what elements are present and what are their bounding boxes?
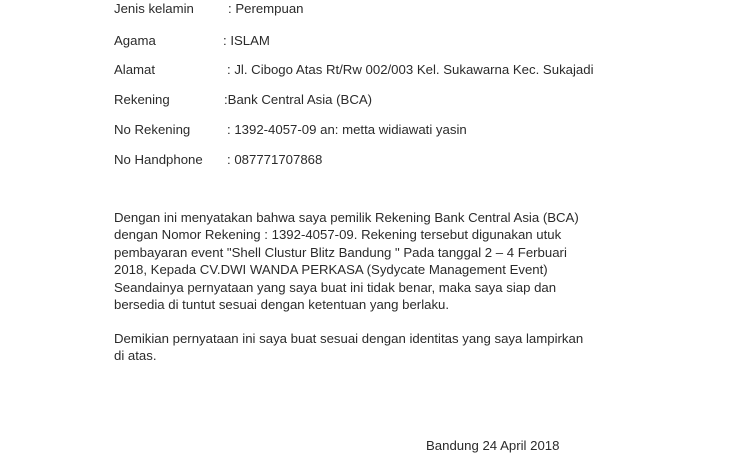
field-value-gender: : Perempuan	[228, 1, 304, 16]
field-label-gender: Jenis kelamin	[114, 1, 194, 16]
field-value-bank: :Bank Central Asia (BCA)	[224, 92, 373, 107]
statement-line: bersedia di tuntut sesuai dengan ketentuan yang berlaku.	[114, 297, 450, 313]
statement-line: 2018, Kepada CV.DWI WANDA PERKASA (Sydycate Management Event)	[114, 262, 548, 278]
closing-paragraph	[114, 330, 644, 365]
statement-line: dengan Nomor Rekening : 1392-4057-09. Rekening tersebut digunakan utuk	[114, 227, 562, 243]
field-value-address: : Jl. Cibogo Atas Rt/Rw 002/003 Kel. Sukawarna Kec. Sukajadi	[227, 62, 594, 77]
statement-line: Seandainya pernyataan yang saya buat ini tidak benar, maka saya siap dan	[114, 279, 557, 295]
field-value-religion: : ISLAM	[223, 33, 270, 48]
statement-line: pembayaran event "Shell Clustur Blitz Bandung " Pada tanggal 2 – 4 Ferbuari	[114, 244, 567, 260]
field-label-account-number: No Rekening	[114, 122, 191, 137]
statement-paragraph	[114, 209, 644, 313]
field-label-phone: No Handphone	[114, 152, 203, 167]
place-date: Bandung 24 April 2018	[426, 438, 560, 453]
field-label-religion: Agama	[114, 33, 156, 48]
field-label-address: Alamat	[114, 62, 156, 77]
closing-line: Demikian pernyataan ini saya buat sesuai dengan identitas yang saya lampirkan	[114, 331, 584, 346]
field-value-account-number: : 1392-4057-09 an: metta widiawati yasin	[227, 122, 467, 137]
statement-line: Dengan ini menyatakan bahwa saya pemilik Rekening Bank Central Asia (BCA)	[114, 210, 579, 225]
field-label-bank: Rekening	[114, 92, 170, 107]
closing-line: di atas.	[114, 348, 157, 364]
field-value-phone: : 087771707868	[227, 152, 323, 167]
